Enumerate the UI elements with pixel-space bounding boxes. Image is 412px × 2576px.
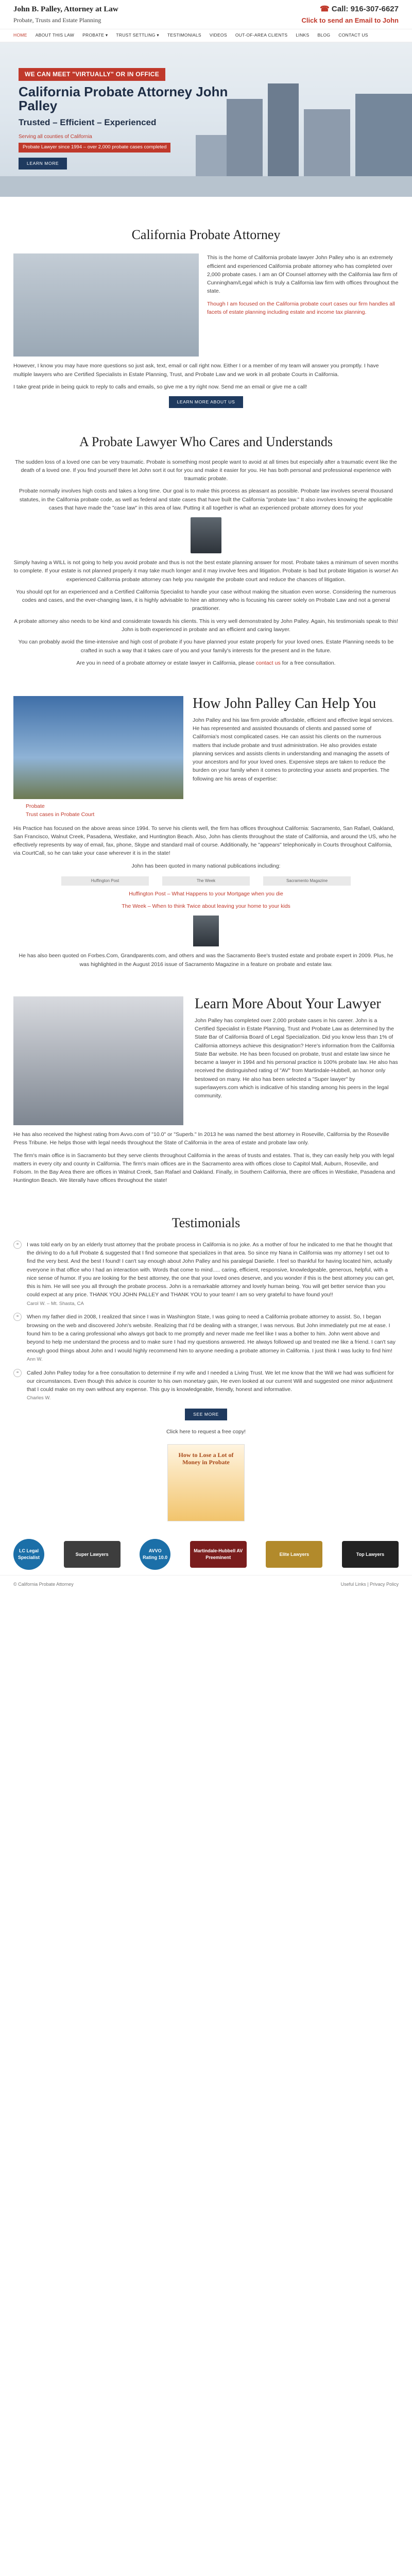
nav-trust-settling[interactable]: TRUST SETTLING ▾ xyxy=(116,32,159,38)
testimonials-title: Testimonials xyxy=(171,1215,241,1230)
cares-section xyxy=(0,413,412,676)
top-lawyers-badge: Top Lawyers xyxy=(342,1541,399,1568)
capitol-dome-image xyxy=(13,696,183,799)
capitol-building-image xyxy=(13,253,199,357)
phone-text: Call: 916-307-6627 xyxy=(331,5,399,14)
press-logo-huffington: Huffington Post xyxy=(61,876,149,886)
credential-logos xyxy=(0,1527,412,1575)
learn-section xyxy=(0,978,412,1194)
contact-box xyxy=(301,3,399,25)
learn-copy xyxy=(195,996,399,1125)
quote-icon: ❝ xyxy=(13,1241,22,1249)
testimonial-text: I was told early on by an elderly trust attorney that the probate process in California is no joke. As a mother of four he indicated to me that he thought that the driving to do a full Probate & suggested that I find someone that specializes in that area. So since my Nana in California was my attorney I set out to find the very best. And the best I found! I can't say enough about John Palley and his paralegal Danielle. I feel so thankful for having located him, actually everyone in that office who I had an interaction with. Words that come to mind..... caring, efficient, responsive, knowledgeable, generous, helpful, with a nice sense of humor. If you are looking for the best attorney, the one that your loved ones deserve, and you wonder if this is the best attorney you can get, this is him. He will see you all through the probate process. John is a remarkable attorney and lovely human being. You will get better service than you could expect at any price. THANK YOU JOHN PALLEY and THANK YOU to your team! I am so very grateful to have found you!! xyxy=(27,1241,394,1298)
cares-p2: Probate normally involves high costs and takes a long time. Our goal is to make this process as pleasant as possible. Probate law involves several thousand statutes, in the California probate code, as well as federal and state cases that have built the California "probate law." It also involves knowing the applicable cases that have made the "case law" in this area of law. Putting it all together is what an experienced probate attorney does for you! xyxy=(19,488,393,511)
cares-p6: You can probably avoid the time-intensive and high cost of probate if you have planned your estate properly for your loved ones. Estate Planning needs to be crafted in such a way that it takes care of you and your family's interests for the present and in the future. xyxy=(18,639,394,654)
quote-icon: ❝ xyxy=(13,1369,22,1377)
help-section-title: How John Palley Can Help You xyxy=(193,696,376,712)
cares-section-title: A Probate Lawyer Who Cares and Understands xyxy=(79,434,333,450)
probate-intro xyxy=(207,253,399,357)
cares-p5: A probate attorney also needs to be kind and considerate towards his clients. This is very well demonstrated by John Palley. Again, his testimonials speak to this! John is both experienced in probate and an efficient and caring lawyer. xyxy=(13,618,399,633)
main-nav xyxy=(0,29,412,42)
expertise-list xyxy=(26,802,399,819)
testimonial xyxy=(13,1313,399,1363)
legal-specialist-badge: LC Legal Specialist xyxy=(13,1539,44,1570)
testimonial-text: When my father died in 2008, I realized that since I was in Washington State, I was going to need a California probate attorney to assist. So, I began browsing on the web and discovered John's website. Realizing that I'd be dealing with a stranger, I was nervous. But John immediately put me at ease. I found him to be a caring professional who always got back to me promptly and never made me feel like I was a bother to him. John went above and beyond to help me understand the process and to make sure I had my questions answered. He always followed up and treated me like a friend. I can't say enough good things about John and I would highly recommend him to anyone needing a probate attorney in California. I just think I was lucky to find him! xyxy=(27,1314,396,1354)
probate-row xyxy=(13,253,399,357)
hero-since: Serving all counties of California xyxy=(19,133,92,140)
site-footer xyxy=(0,1575,412,1594)
hero-tag: WE CAN MEET "VIRTUALLY" OR IN OFFICE xyxy=(19,68,165,81)
nav-blog[interactable]: BLOG xyxy=(317,32,331,38)
testimonial xyxy=(13,1241,399,1308)
nav-contact[interactable]: CONTACT US xyxy=(338,32,368,38)
hero-copy xyxy=(19,68,255,170)
probate-section-title: California Probate Attorney xyxy=(131,227,281,242)
see-more-button[interactable]: SEE MORE xyxy=(185,1409,227,1420)
press-logo-sacramento: Sacramento Magazine xyxy=(263,876,351,886)
avvo-badge: AVVO Rating 10.0 xyxy=(140,1539,170,1570)
learn-more-about-us-button[interactable]: LEARN MORE ABOUT US xyxy=(169,396,244,408)
quote-icon: ❝ xyxy=(13,1313,22,1321)
list-item[interactable]: Probate xyxy=(26,803,45,810)
nav-home[interactable]: HOME xyxy=(13,32,27,38)
hero-badge: Probate Lawyer since 1994 – over 2,000 probate cases completed xyxy=(19,143,170,152)
help-p4 xyxy=(13,890,399,898)
attorney-portrait-image xyxy=(13,996,183,1125)
nav-testimonials[interactable]: TESTIMONIALS xyxy=(167,32,201,38)
nav-links[interactable]: LINKS xyxy=(296,32,310,38)
list-item[interactable]: Trust cases in Probate Court xyxy=(26,811,95,818)
huffington-link[interactable]: Huffington Post – What Happens to your Mortgage when you die xyxy=(129,890,283,897)
help-p3: John has been quoted in many national publications including: xyxy=(131,862,281,869)
testimonial-list xyxy=(13,1241,399,1402)
nav-probate[interactable]: PROBATE ▾ xyxy=(82,32,108,38)
probate-p3: However, I know you may have more questions so just ask, text, email or call right now. Either I or a member of my team will answer you promptly. I have multiple lawyers who are Certified Specialists in Estate Planning, Trust, and Probate Law and we work in all probate Courts in California. xyxy=(13,363,379,378)
help-p6: He has also been quoted on Forbes.Com, Grandparents.com, and others and was the Sacramento Bee's trusted estate and probate expert in 2009. Plus, he was highlighted in the August 2016 issue of Sacramento Magazine in a feature on probate and estate law. xyxy=(19,953,393,968)
help-p2: His Practice has focused on the above areas since 1994. To serve his clients well, the firm has offices throughout California: Sacramento, San Rafael, Oakland, San Francisco, Walnut Creek, Pasadena, Westlake, and Huntington Beach. Also, John has clients throughout the state of California, and around the US, who he effectively represents by way of email, fax, phone, Skype and standard mail of course. Additionally, he "appears" telephonically in Courts throughout California, via CourtCall, so he can take your case wherever it is in the state! xyxy=(13,825,397,857)
elite-lawyers-badge: Elite Lawyers xyxy=(266,1541,322,1568)
hero xyxy=(0,42,412,197)
testimonial-text: Called John Palley today for a free consultation to determine if my wife and I needed a Living Trust. We let me know that the Will we had was sufficient for our circumstances. Even though this advice is counter to his own monetary gain, He even looked at our current Will and suggested one minor adjustment that I could make on my own without any expense. This guy is knowledgeable, friendly, honest and informative. xyxy=(27,1369,394,1393)
hero-title: California Probate Attorney John Palley xyxy=(19,83,228,113)
book-request-label: Click here to request a free copy! xyxy=(166,1429,246,1435)
free-book-image[interactable] xyxy=(167,1444,245,1521)
hero-subtitle: Trusted – Efficient – Experienced xyxy=(19,117,157,128)
learn-section-title: Learn More About Your Lawyer xyxy=(195,996,381,1012)
brand-title: John B. Palley, Attorney at Law xyxy=(13,5,118,14)
brand[interactable] xyxy=(13,4,118,25)
super-lawyers-badge: Super Lawyers xyxy=(64,1541,121,1568)
footer-copyright: © California Probate Attorney xyxy=(13,1582,74,1587)
learn-p1: John Palley has completed over 2,000 probate cases in his career. John is a Certified Specialist in Estate Planning, Trust and Probate Law as determined by the State Bar of California Board of Legal Specialization. Did you know less than 1% of California attorneys achieve this designation? Here's information from the California State Bar website. He has been focused on probate, trust and estate law since he became a lawyer in 1994 and his personal practice is 100% probate law. He also has received the distinguished rating of "AV" from Martindale-Hubbell, an honor only bestowed on many. He also has been selected a "Super lawyer" by superlawyers.com which is indicative of his standing among his peers in the legal community. xyxy=(195,1017,398,1099)
john-palley-portrait xyxy=(191,517,221,553)
site-header xyxy=(0,0,412,29)
brand-subtitle: Probate, Trusts and Estate Planning xyxy=(13,16,101,24)
the-week-link[interactable]: The Week – When to think Twice about leaving your home to your kids xyxy=(122,903,290,910)
martindale-badge: Martindale-Hubbell AV Preeminent xyxy=(190,1541,247,1568)
book-title: How to Lose a Lot of Money in Probate xyxy=(178,1451,234,1466)
testimonial-author: Ann W. xyxy=(27,1356,43,1362)
contact-us-link[interactable]: contact us xyxy=(255,659,281,666)
testimonial-author: Charles W. xyxy=(27,1395,51,1401)
cares-p1: The sudden loss of a loved one can be very traumatic. Probate is something most people want to avoid at all times but especially after a traumatic event like the death of a loved one. If you find yourself there let John sort it out for you and make it easier for you. He has both personal and professional experience with traumatic probate. xyxy=(15,459,397,482)
john-palley-photo xyxy=(193,916,219,946)
phone-link[interactable] xyxy=(301,3,399,15)
cares-p7: Are you in need of a probate attorney or estate lawyer in California, please contact us for a free consultation. xyxy=(76,659,336,666)
help-copy xyxy=(193,696,399,799)
cares-p4: You should opt for an experienced and a Certified California Specialist to handle your case without making the situation even worse. Considering the numerous codes and cases, and the ever-changing laws, it is highly advisable to hire an attorney who is focusing his career solely on Probate Law and not a general practitioner. xyxy=(16,588,396,612)
help-p5 xyxy=(13,902,399,910)
testimonials-section xyxy=(0,1194,412,1527)
footer-links[interactable]: Useful Links | Privacy Policy xyxy=(340,1582,399,1587)
learn-p2: He has also received the highest rating from Avvo.com of "10.0" or "Superb." In 2013 he was named the best attorney in Roseville, California by the Roseville Press Tribune. He helps those with legal needs throughout the State of California in the area of estate and probate law only. xyxy=(13,1131,389,1146)
probate-p1: This is the home of California probate lawyer John Palley who is an extremely efficient and experienced California probate attorney who has completed over 2,000 probate cases. I am an Of Counsel attorney with the California law firm of Cunningham/Legal which is truly a California law firm with offices throughout the state. xyxy=(207,255,399,295)
nav-out-of-area[interactable]: OUT-OF-AREA CLIENTS xyxy=(235,32,288,38)
hero-learn-more-button[interactable]: LEARN MORE xyxy=(19,158,67,170)
nav-videos[interactable]: VIDEOS xyxy=(209,32,227,38)
phone-icon: ☎ xyxy=(320,5,332,14)
probate-p2: Though I am focused on the California probate court cases our firm handles all facets of estate planning including estate and income tax planning. xyxy=(207,300,395,315)
cares-p3: Simply having a WILL is not going to help you avoid probate and thus is not the best estate planning answer for most. Probate takes a minimum of seven months to complete. If your estate is not planned properly it may take much longer and it may involve fees and litigation. Probate is bad but probate litigation is worse! An experienced California probate attorney can help you navigate the probate court and reduce the chances of litigation. xyxy=(13,560,399,583)
testimonial xyxy=(13,1369,399,1403)
help-row xyxy=(13,696,399,799)
press-logo-the-week: The Week xyxy=(162,876,250,886)
learn-row xyxy=(13,996,399,1125)
help-section xyxy=(0,676,412,978)
learn-p3: The firm's main office is in Sacramento but they serve clients throughout California in the areas of trusts and estates. That is, they can easily help you with legal matters in every city and county in California. The firm's main offices are in the Sacramento area with offices close to Capitol Mall, Auburn, Roseville, and Folsom. In the Bay Area there are offices in Walnut Creek, San Rafael and Oakland. Finally, in Southern California, there are offices in Westlake, Pasadena and Huntington Beach. We literally have offices throughout the state! xyxy=(13,1152,396,1184)
nav-about[interactable]: ABOUT THIS LAW xyxy=(35,32,75,38)
email-link[interactable]: Click to send an Email to John xyxy=(301,16,399,24)
testimonial-author: Carol W. – Mt. Shasta, CA xyxy=(27,1300,84,1307)
probate-section xyxy=(0,197,412,413)
probate-p4: I take great pride in being quick to reply to calls and emails, so give me a try right now. Send me an email or give me a call! xyxy=(13,383,307,390)
press-logos xyxy=(13,876,399,886)
help-p1: John Palley and his law firm provide affordable, efficient and effective legal services. He has represented and assisted thousands of clients and passed some of California's most complicated cases. He can assist his clients on the numerous matters that include probate and trust administration. He also provides estate planning services and assists clients in understanding and managing the assets of your ancestors and for your loved ones. Expensive steps are taken to reduce the burden on your family when it comes to protecting your assets and properties. The following are his areas of expertise: xyxy=(193,717,394,782)
